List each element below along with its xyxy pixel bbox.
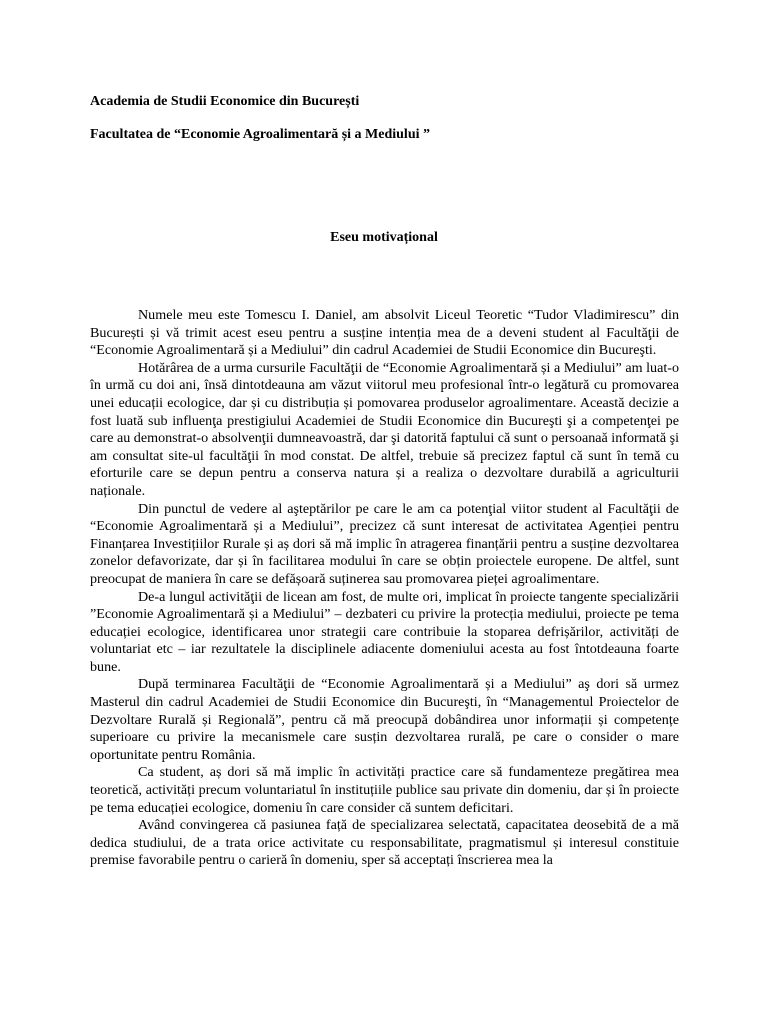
paragraph-introduction: Numele meu este Tomescu I. Daniel, am absolvit Liceul Teoretic “Tudor Vladimirescu” din București și vă trimit acest eseu pentru a susține intenția mea de a deveni student al Facultăţii de “Economie Agroalimentară și a Mediului” din cadrul Academiei de Studii Economice din Bucureşti. (90, 307, 679, 359)
paragraph-master-plans: După terminarea Facultăţii de “Economie Agroalimentară și a Mediului” aş dori să urmez Masterul din cadrul Academiei de Studii Economice din Bucureşti, în “Managementul Proiectelor de Dezvoltare Rurală și Regională”, pentru că mă preocupă dobândirea unor informații și competențe superioare cu privire la mecanismele care susțin dezvoltarea rurală, pe care o consider o mare oportunitate pentru România. (90, 676, 679, 763)
paragraph-conclusion: Având convingerea că pasiunea față de specializarea selectată, capacitatea deosebită de a mă dedica studiului, de a trata orice activitate cu responsabilitate, pragmatismul și interesul constituie premise favorabile pentru o carieră în domeniu, sper să acceptați înscrierea mea la (90, 817, 679, 869)
academy-name: Academia de Studii Economice din București (90, 94, 360, 109)
paragraph-decision: Hotărârea de a urma cursurile Facultăţii de “Economie Agroalimentară și a Mediului” am luat-o în urmă cu doi ani, însă dintotdeauna am văzut viitorul meu profesional într-o legătură cu promovarea unei educații ecologice, dar și cu distribuția și pomovarea produselor agroalimentare. Această decizie a fost luată sub influenţa prestigiului Academiei de Studii Economice din Bucureşti şi a competenţei pe care au demonstrat-o absolvenţii dumneavoastră, dar şi datorită faptului că sunt o persoanaă informată şi am consultat site-ul facultăţii în mod constat. De altfel, trebuie să precizez faptul că sunt în temă cu eforturile care se depun pentru a conserva natura și a realiza o dezvoltare durabilă a agriculturii naționale. (90, 359, 679, 499)
paragraph-student-involvement: Ca student, aș dori să mă implic în activități practice care să fundamenteze pregătirea mea teoretică, activități precum voluntariatul în instituțiile publice sau private din domeniu, dar și în proiecte pe tema educației ecologice, domeniu în care consider că suntem deficitari. (90, 764, 679, 816)
paragraph-high-school-activity: De-a lungul activităţii de licean am fost, de multe ori, implicat în proiecte tangente specializării ”Economie Agroalimentară și a Mediului” – dezbateri cu privire la protecția mediului, proiecte pe tema educației ecologice, identificarea unor strategii care contribuie la stoparea defrișărilor, activități de voluntariat etc – iar rezultatele la disciplinele adiacente domeniului acesta au fost întotdeauna foarte bune. (90, 588, 679, 675)
essay-title: Eseu motivațional (330, 230, 438, 245)
faculty-name: Facultatea de “Economie Agroalimentară și a Mediului ” (90, 127, 430, 142)
paragraph-expectations: Din punctul de vedere al aşteptărilor pe care le am ca potenţial viitor student al Facultăţii de “Economie Agroalimentară și a Mediului”, precizez că sunt interesat de activitatea Agenției pentru Finanțarea Investițiilor Rurale și aș dori să mă implic în atragerea finanțării pentru a susține dezvoltarea zonelor defavorizate, dar și în facilitarea modului în care se obțin proiectele europene. De altfel, sunt preocupat de maniera în care se defășoară suținerea sau promovarea pieței agroalimentare. (90, 500, 679, 587)
essay-body (90, 307, 679, 870)
